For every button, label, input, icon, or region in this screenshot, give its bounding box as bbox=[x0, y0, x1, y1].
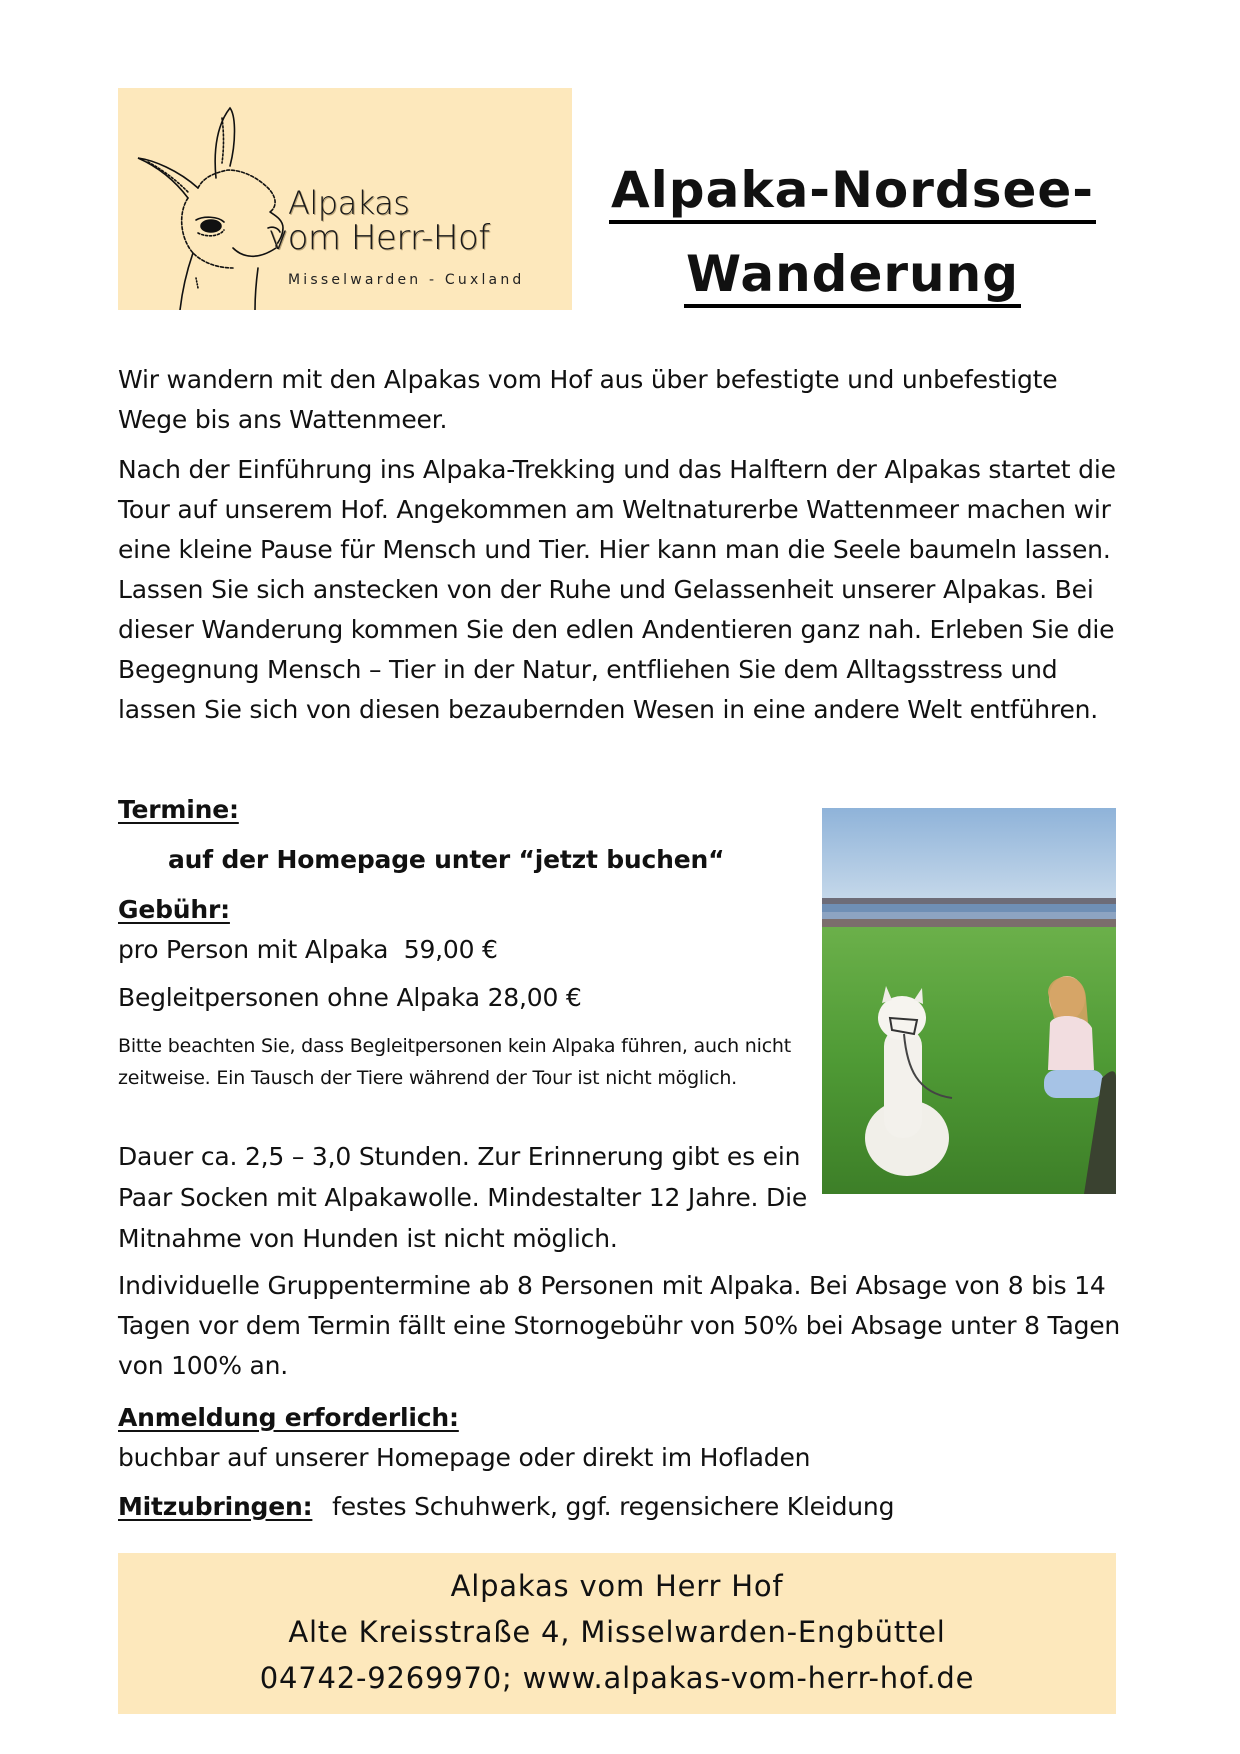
intro-paragraph-1: Wir wandern mit den Alpakas vom Hof aus über befestigte und unbefestigte Wege bis ans Wattenmeer. bbox=[118, 365, 1058, 434]
price-with-alpaca: pro Person mit Alpaka 59,00 € bbox=[118, 935, 498, 964]
alpaca-photo bbox=[822, 808, 1116, 1194]
logo bbox=[118, 88, 572, 310]
anmeldung-value: buchbar auf unserer Homepage oder direkt im Hofladen bbox=[118, 1443, 811, 1472]
page-title bbox=[585, 150, 1120, 314]
logo-name-line2: vom Herr-Hof bbox=[268, 218, 490, 258]
mitbringen-row bbox=[118, 1487, 894, 1527]
mitbringen-heading: Mitzubringen: bbox=[118, 1492, 313, 1521]
group-booking-info: Individuelle Gruppentermine ab 8 Personen mit Alpaka. Bei Absage von 8 bis 14 Tagen vor dem Termin fällt eine Stornogebühr von 50% bei Absage unter 8 Tagen von 100% an. bbox=[118, 1271, 1121, 1380]
footer-name: Alpakas vom Herr Hof bbox=[450, 1569, 784, 1603]
photo-image bbox=[822, 808, 1116, 1194]
gebuehr-heading: Gebühr: bbox=[118, 895, 230, 924]
title-line1: Alpaka-Nordsee- bbox=[609, 160, 1096, 224]
anmeldung-heading: Anmeldung erforderlich: bbox=[118, 1403, 459, 1432]
duration-info: Dauer ca. 2,5 – 3,0 Stunden. Zur Erinnerung gibt es ein Paar Socken mit Alpakawolle. Mindestalter 12 Jahre. Die Mitnahme von Hunden ist nicht möglich. bbox=[118, 1142, 808, 1253]
title-line2: Wanderung bbox=[684, 244, 1021, 308]
contact-footer bbox=[118, 1553, 1116, 1714]
logo-name-line1: Alpakas bbox=[288, 184, 410, 222]
mitbringen-value: festes Schuhwerk, ggf. regensichere Kleidung bbox=[332, 1492, 895, 1521]
logo-location: Misselwarden - Cuxland bbox=[288, 272, 525, 288]
footer-address: Alte Kreisstraße 4, Misselwarden-Engbüttel bbox=[288, 1615, 946, 1649]
companion-note: Bitte beachten Sie, dass Begleitpersonen kein Alpaka führen, auch nicht zeitweise. Ein Tausch der Tiere während der Tour ist nicht möglich. bbox=[118, 1035, 792, 1089]
termine-heading: Termine: bbox=[118, 795, 239, 824]
termine-value: auf der Homepage unter “jetzt buchen“ bbox=[168, 845, 725, 874]
intro-paragraph-2: Nach der Einführung ins Alpaka-Trekking und das Halftern der Alpakas startet die Tour auf unserem Hof. Angekommen am Weltnaturerbe Wattenmeer machen wir eine kleine Pause für Mensch und Tier. Hier kann man die Seele baumeln lassen. Lassen Sie sich anstecken von der Ruhe und Gelassenheit unserer Alpakas. Bei dieser Wanderung kommen Sie den edlen Andentieren ganz nah. Erleben Sie die Begegnung Mensch – Tier in der Natur, entfliehen Sie dem Alltagsstress und lassen Sie sich von diesen bezaubernden Wesen in eine andere Welt entführen. bbox=[118, 455, 1116, 724]
price-companion: Begleitpersonen ohne Alpaka 28,00 € bbox=[118, 983, 582, 1012]
footer-contact: 04742-9269970; www.alpakas-vom-herr-hof.de bbox=[259, 1661, 975, 1695]
